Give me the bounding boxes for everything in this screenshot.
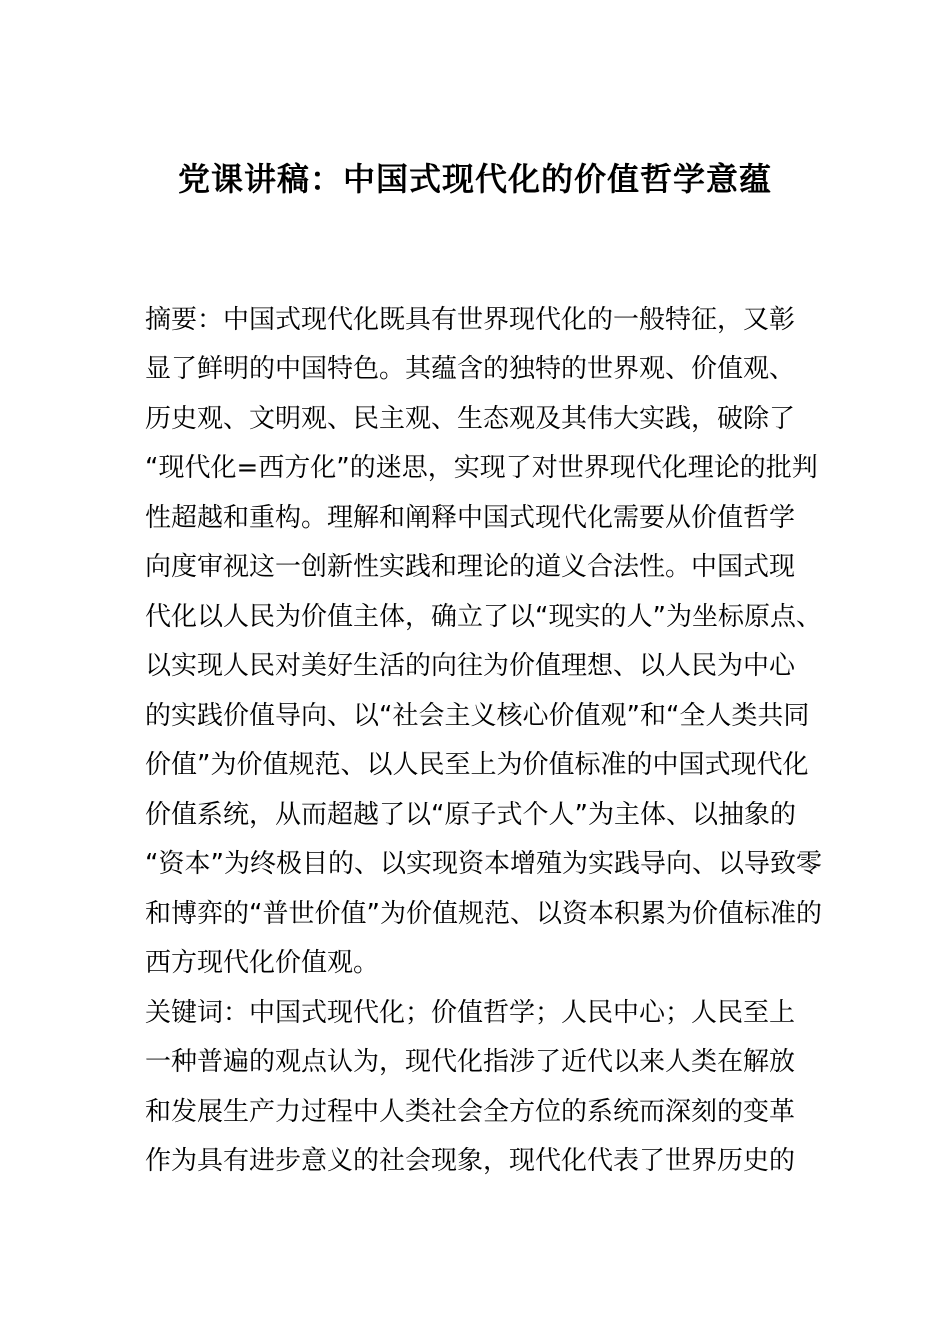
body-line-1: 一种普遍的观点认为，现代化指涉了近代以来人类在解放 <box>145 1047 796 1077</box>
keywords-line: 关键词：中国式现代化；价值哲学；人民中心；人民至上 <box>145 998 796 1028</box>
abstract-line-10: 价值”为价值规范、以人民至上为价值标准的中国式现代化 <box>145 750 809 780</box>
abstract-line-1: 摘要：中国式现代化既具有世界现代化的一般特征，又彰 <box>145 305 796 335</box>
abstract-line-14: 西方现代化价值观。 <box>145 948 380 978</box>
abstract-line-5: 性超越和重构。理解和阐释中国式现代化需要从价值哲学 <box>145 503 796 533</box>
body-line-2: 和发展生产力过程中人类社会全方位的系统而深刻的变革 <box>145 1097 796 1127</box>
abstract-line-8: 以实现人民对美好生活的向往为价值理想、以人民为中心 <box>145 651 796 681</box>
abstract-line-6: 向度审视这一创新性实践和理论的道义合法性。中国式现 <box>145 552 796 582</box>
body-line-3: 作为具有进步意义的社会现象，现代化代表了世界历史的 <box>145 1146 796 1176</box>
abstract-line-12: “资本”为终极目的、以实现资本增殖为实践导向、以导致零 <box>145 849 822 879</box>
abstract-line-11: 价值系统，从而超越了以“原子式个人”为主体、以抽象的 <box>145 800 796 830</box>
document-title: 党课讲稿：中国式现代化的价值哲学意蕴 <box>177 160 772 198</box>
abstract-line-13: 和博弈的“普世价值”为价值规范、以资本积累为价值标准的 <box>145 899 822 929</box>
abstract-line-9: 的实践价值导向、以“社会主义核心价值观”和“全人类共同 <box>145 701 810 731</box>
abstract-line-7: 代化以人民为价值主体，确立了以“现实的人”为坐标原点、 <box>145 602 822 632</box>
abstract-line-3: 历史观、文明观、民主观、生态观及其伟大实践，破除了 <box>145 404 796 434</box>
abstract-line-4: “现代化=西方化”的迷思，实现了对世界现代化理论的批判 <box>145 453 818 483</box>
abstract-line-2: 显了鲜明的中国特色。其蕴含的独特的世界观、价值观、 <box>145 354 796 384</box>
